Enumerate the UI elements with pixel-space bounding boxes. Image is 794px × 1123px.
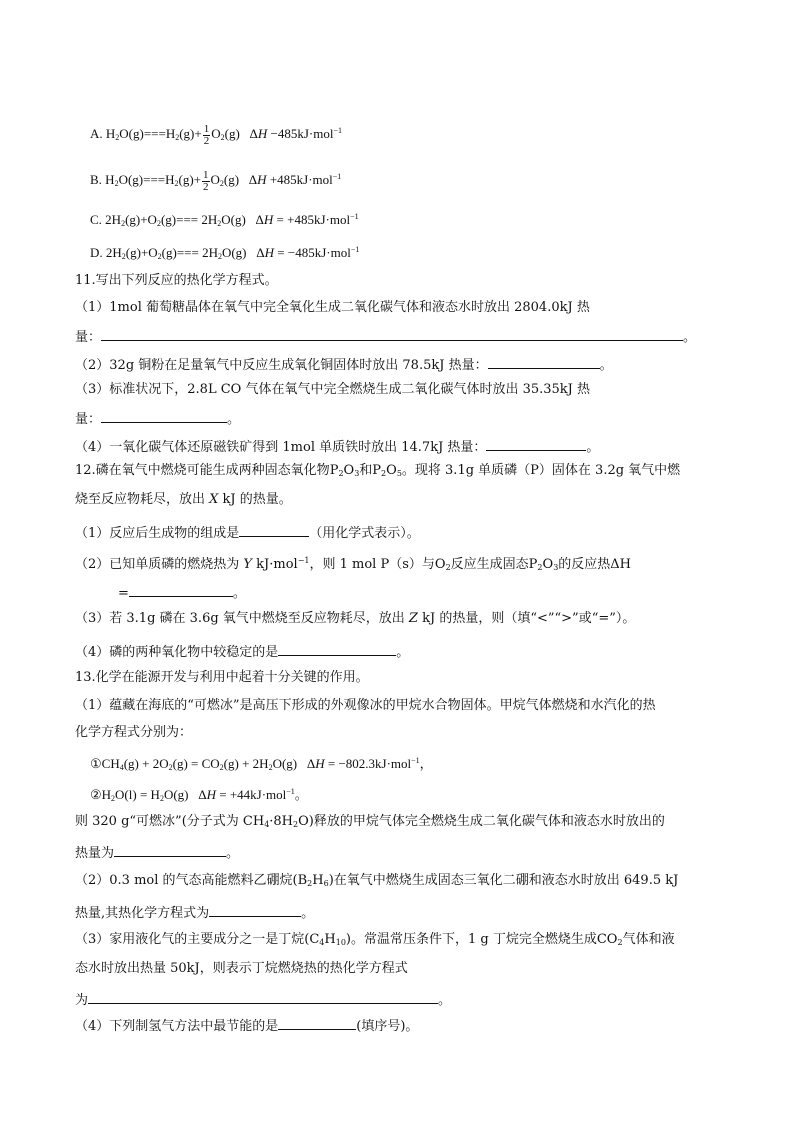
q12-stem: 12.磷在氧气中燃烧可能生成两种固态氧化物$P_2O_3$和$P_2O_5$。现将 3.1g 单质磷（P）固体在 3.2g 氧气中燃	[75, 463, 681, 478]
q13-part3-answer: 为 。	[75, 989, 451, 1010]
answer-blank[interactable]	[209, 902, 301, 917]
q11-part3-cont: 量： 。	[75, 408, 240, 429]
answer-blank[interactable]	[88, 989, 438, 1004]
q13-part1: （1）蕴藏在海底的“可燃冰”是高压下形成的外观像冰的甲烷水合物固体。甲烷气体燃烧和水汽化的热	[75, 698, 656, 713]
answer-blank[interactable]	[129, 582, 233, 597]
fraction-one-half: $\frac{1}{2}$	[203, 122, 210, 147]
q12-part3: （3）若 3.1g 磷在 3.6g 氧气中燃烧至反应物耗尽，放出 Z kJ 的热量，则（填“<”“>”或“=”）。	[75, 611, 636, 626]
q13-part2-cont: 热量,其热化学方程式为 。	[75, 902, 314, 923]
q11-part2: （2）32g 铜粉在足量氧气中反应生成氧化铜固体时放出 78.5kJ 热量： 。	[75, 354, 613, 375]
q12-stem-cont: 烧至反应物耗尽，放出 X kJ 的热量。	[75, 492, 292, 507]
q11-part1-cont: 量： 。	[75, 326, 696, 347]
q13-part4: （4）下列制氢气方法中最节能的是 (填序号)。	[75, 1015, 418, 1036]
option-b: B. $H_2O(g)===H_2(g)+$ $\frac{1}{2}$ $O_2(g)$ ΔH +485kJ·mol$^{-1}$	[90, 168, 342, 193]
q13-part3: （3）家用液化气的主要成分之一是丁烷$(C_4H_{10})$。常温常压条件下，1 g 丁烷完全燃烧生成$CO_2$气体和液	[75, 932, 675, 947]
answer-blank[interactable]	[239, 522, 309, 537]
answer-blank[interactable]	[101, 408, 227, 423]
fraction-one-half: $\frac{1}{2}$	[203, 168, 209, 193]
q13-part1-question: 则 320 g“可燃冰”(分子式为 $CH_4\cdot 8H_2O$)释放的甲烷气体完全燃烧生成二氧化碳气体和液态水时放出的	[75, 814, 665, 829]
answer-blank[interactable]	[278, 641, 396, 656]
answer-blank[interactable]	[486, 436, 586, 451]
q11-part1: （1）1mol 葡萄糖晶体在氧气中完全氧化生成二氧化碳气体和液态水时放出 2804.0kJ 热	[75, 300, 590, 315]
equation-1: $①CH_4(g) + 2O_2(g) = CO_2(g) + 2H_2O(g) \Delta H = -802.3kJ\cdot mol^{-1}$，	[90, 756, 433, 772]
q13-part3-cont: 态水时放出热量 50kJ，则表示丁烷燃烧热的热化学方程式	[75, 961, 408, 976]
q13-stem: 13.化学在能源开发与利用中起着十分关键的作用。	[75, 670, 369, 685]
q12-part4: （4）磷的两种氧化物中较稳定的是 。	[75, 641, 409, 662]
q13-part1-cont: 化学方程式分别为：	[75, 725, 193, 740]
q13-part1-answer: 热量为 。	[75, 842, 239, 863]
q12-part1: （1）反应后生成物的组成是 （用化学式表示）。	[75, 522, 420, 543]
q12-part2-cont: = 。	[118, 582, 246, 603]
q13-part2: （2）0.3 mol 的气态高能燃料乙硼烷$(B_2H_6)$在氧气中燃烧生成固态三氧化二硼和液态水时放出 649.5 kJ	[75, 873, 679, 888]
q11-part4: （4）一氧化碳气体还原磁铁矿得到 1mol 单质铁时放出 14.7kJ 热量： 。	[75, 436, 599, 457]
option-c: C. $2H_2(g)+O_2(g)=== 2H_2O(g) \Delta H = +485kJ\cdot mol^{-1}$	[90, 212, 359, 228]
option-d: D. $2H_2(g)+O_2(g)=== 2H_2O(g) \Delta H = -485kJ\cdot mol^{-1}$	[90, 245, 360, 261]
q11-stem: 11.写出下列反应的热化学方程式。	[75, 273, 278, 288]
q12-part2: （2）已知单质磷的燃烧热为 Y kJ·mol$^{-1}$，则 1 mol P（s）与$O_2$反应生成固态$P_2O_3$的反应热ΔH	[75, 556, 632, 572]
answer-blank[interactable]	[488, 354, 600, 369]
answer-blank[interactable]	[278, 1015, 356, 1030]
option-a: A. $H_2O(g)===H_2(g)+$ $\frac{1}{2}$ $O_2(g)$ ΔH −485kJ·mol$^{-1}$	[90, 122, 342, 147]
q11-part3: （3）标准状况下，2.8L CO 气体在氧气中完全燃烧生成二氧化碳气体时放出 35.35kJ 热	[75, 382, 591, 397]
equation-2: $②H_2O(l) = H_2O(g) \Delta H = +44kJ\cdot mol^{-1}$。	[90, 787, 308, 803]
answer-blank[interactable]	[101, 326, 683, 341]
answer-blank[interactable]	[114, 842, 226, 857]
